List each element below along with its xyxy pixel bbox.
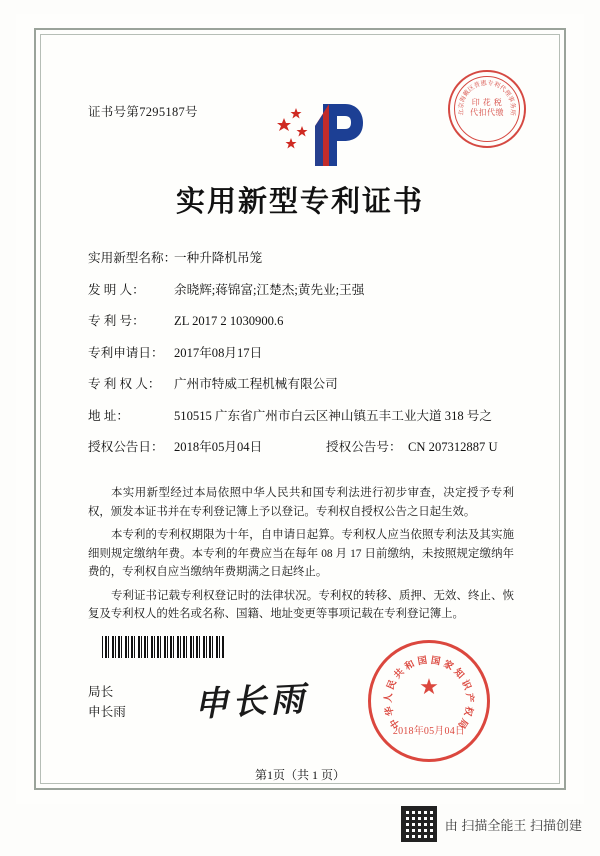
field-row-grant — [88, 439, 518, 455]
page-number: 第1页（共 1 页） — [254, 768, 345, 782]
field-row-patent-no — [88, 313, 518, 329]
national-office-stamp-arc-text: 中 华 人 民 共 和 国 国 家 知 识 产 权 局 — [384, 656, 474, 730]
director-label: 局长 — [88, 685, 114, 699]
field-label: 发 明 人： — [88, 282, 145, 297]
field-label: 专利申请日： — [88, 345, 164, 360]
certificate-sheet — [16, 14, 584, 804]
field-value: 510515 广东省广州市白云区神山镇五丰工业大道 318 号之 — [174, 408, 492, 423]
field-row-application-date — [88, 345, 518, 361]
field-label: 专 利 权 人： — [88, 377, 161, 391]
field-label: 地 址： — [88, 408, 129, 423]
star-icon: ★ — [419, 674, 439, 699]
agency-stamp-arc-text: 北 京 海 戴 区 普 惠 专 利 代 理 事 务 所 — [457, 79, 517, 116]
legal-paragraph: 本专利的专利权期限为十年，自申请日起算。专利权人应当依照专利法及其实施细则规定缴纳年费。本专利的年费应当在每年 08 月 17 日前缴纳，未按照规定缴纳年费的，专利权自应当缴纳年费期满之日起终止。 — [88, 529, 514, 578]
director-block — [88, 682, 126, 722]
qr-code-icon — [401, 806, 437, 842]
field-value: 2017年08月17日 — [174, 345, 263, 360]
field-label: 实用新型名称： — [88, 251, 177, 265]
agency-stamp-center-text: 印 花 税 代扣代缴 — [470, 98, 504, 117]
scanner-watermark — [401, 806, 582, 842]
watermark-text: 由 扫描全能王 扫描创建 — [444, 817, 582, 833]
field-value: CN 207312887 U — [408, 440, 498, 454]
agency-stamp — [448, 70, 526, 148]
patent-fields — [88, 250, 518, 469]
field-value: 一种升降机吊笼 — [174, 251, 263, 265]
director-name: 申长雨 — [88, 705, 126, 719]
field-value: 2018年05月04日 — [174, 440, 263, 454]
stamp-date: 2018年05月04日 — [392, 726, 466, 737]
grant-number-group — [326, 439, 518, 455]
field-row-name — [88, 250, 518, 266]
patent-office-emblem — [271, 96, 365, 174]
field-row-inventors — [88, 282, 518, 298]
certificate-number: 证书号第7295187号 — [88, 105, 198, 119]
barcode — [102, 636, 224, 658]
field-row-patentee — [88, 376, 518, 392]
director-signature: 申长雨 — [193, 681, 310, 724]
page-title: 实用新型专利证书 — [175, 186, 424, 218]
field-value: 广州市特威工程机械有限公司 — [174, 377, 338, 391]
legal-text — [88, 484, 514, 629]
legal-paragraph: 本实用新型经过本局依照中华人民共和国专利法进行初步审查，决定授予专利权，颁发本证书并在专利登记簿上予以登记。专利权自授权公告之日起生效。 — [88, 487, 514, 518]
field-row-address — [88, 408, 518, 424]
national-office-stamp — [368, 640, 490, 762]
field-label: 授权公告日： — [88, 440, 164, 454]
field-label: 专 利 号： — [88, 314, 145, 328]
grant-date-group — [88, 439, 326, 455]
legal-paragraph: 专利证书记载专利权登记时的法律状况。专利权的转移、质押、无效、终止、恢复及专利权人的姓名或名称、国籍、地址变更等事项记载在专利登记簿上。 — [88, 589, 514, 620]
field-value: ZL 2017 2 1030900.6 — [174, 314, 284, 328]
field-value: 余晓辉;蒋锦富;江楚杰;黄先业;王强 — [174, 282, 365, 297]
field-label: 授权公告号： — [326, 440, 402, 454]
